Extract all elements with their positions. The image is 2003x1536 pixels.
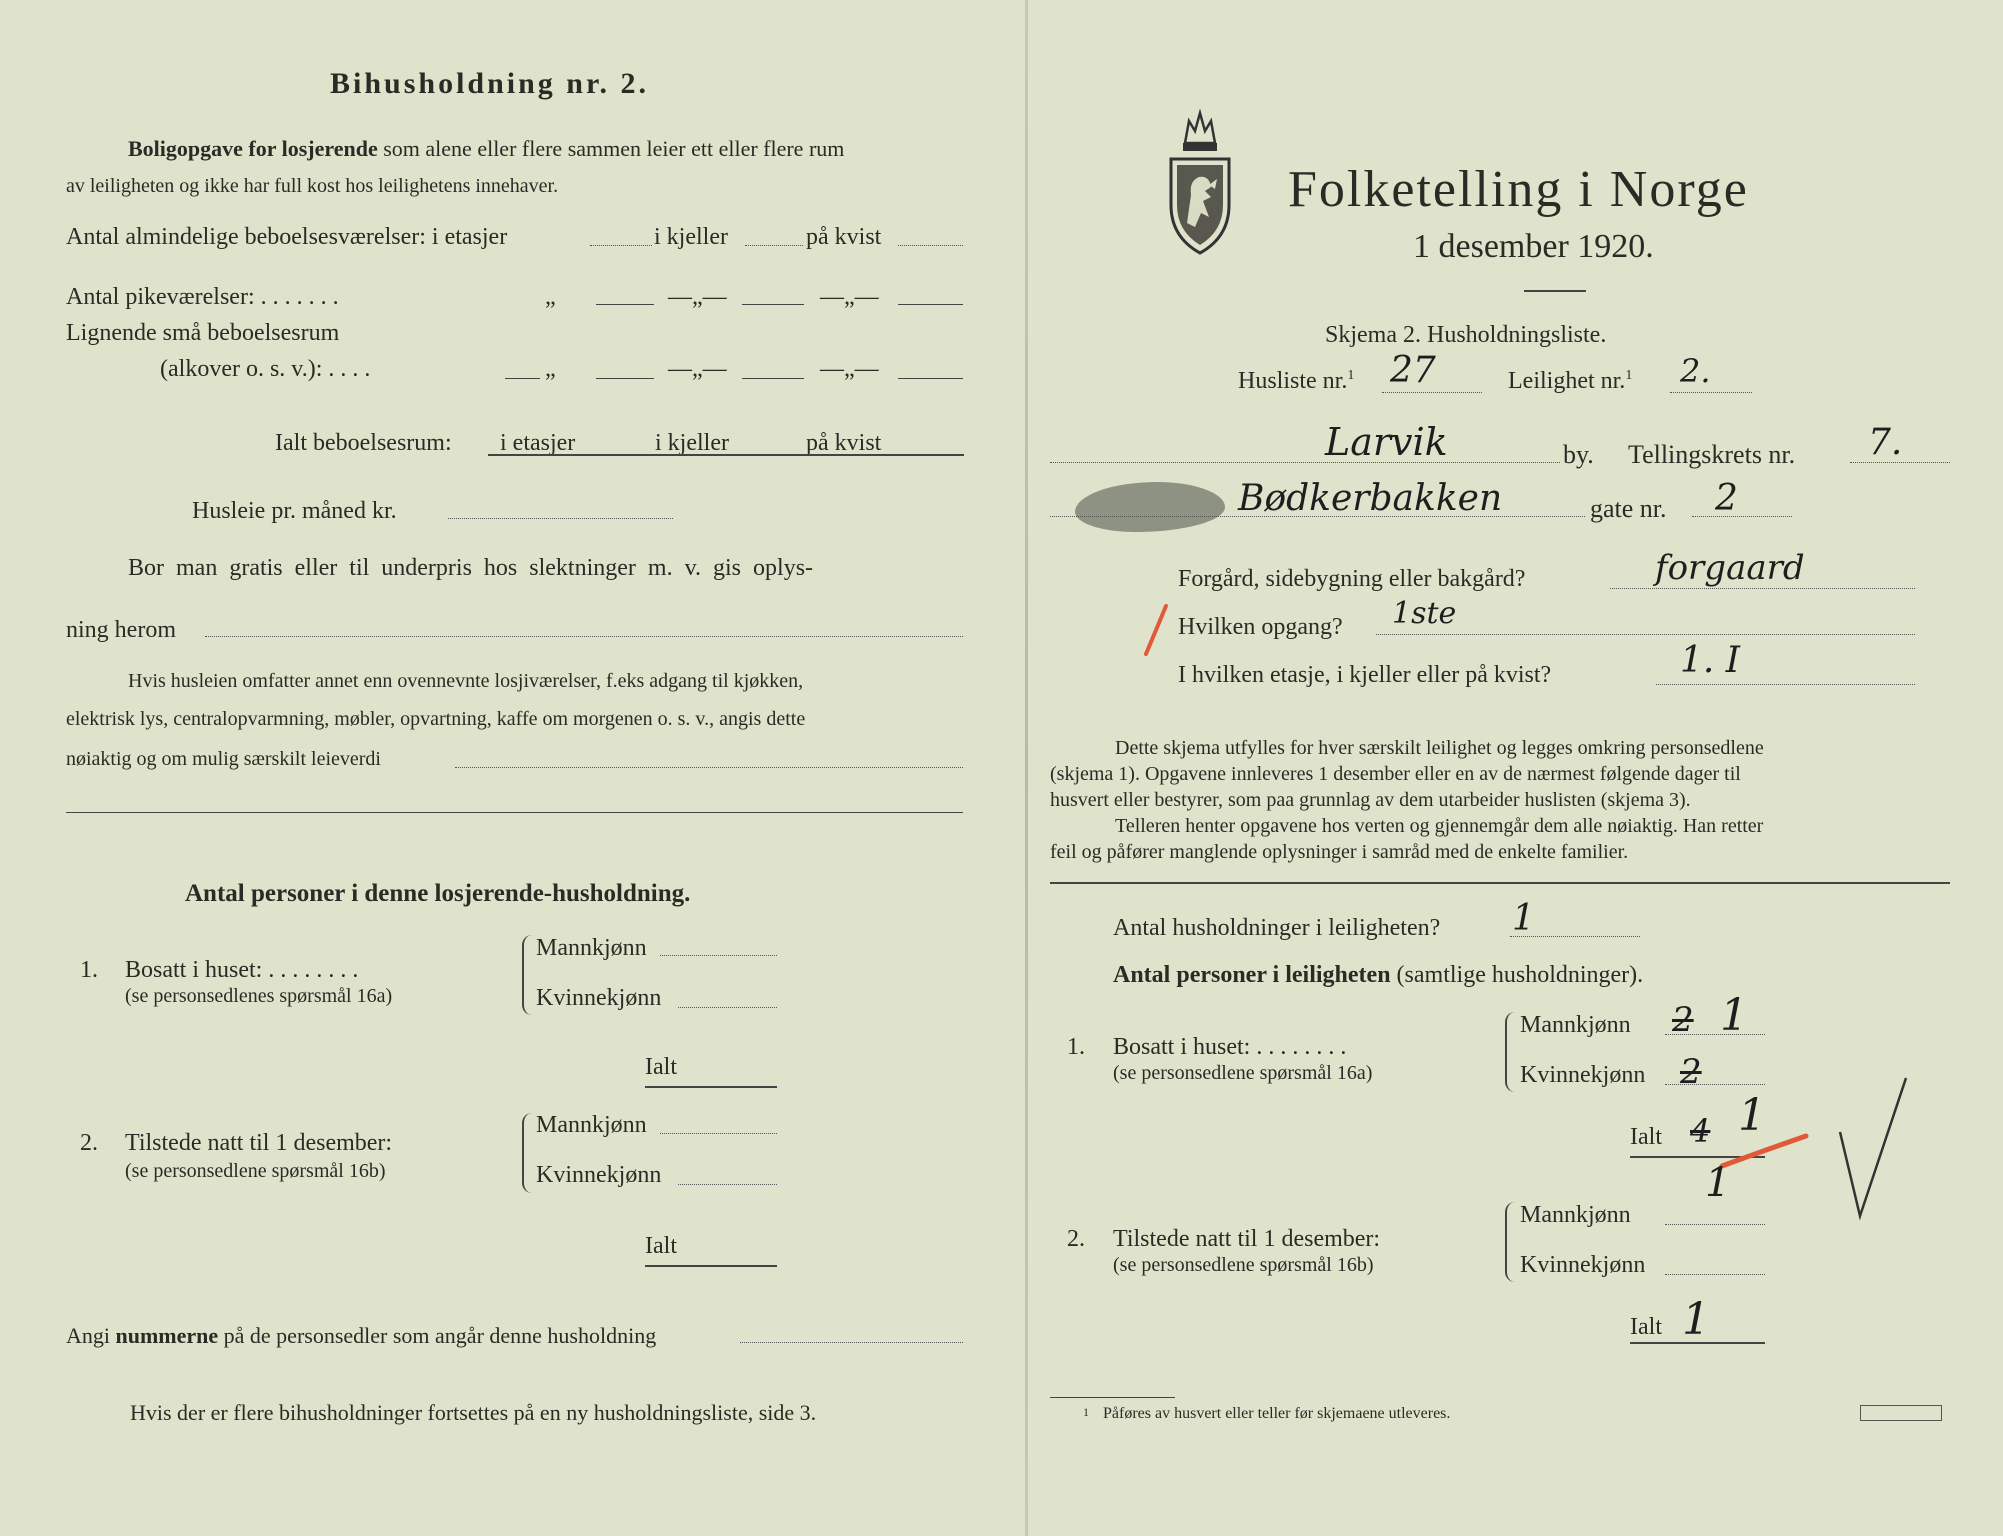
left-q1-brace [522,935,536,1015]
rooms-kvist-label: på kvist [806,224,882,250]
right-q1-mann: Mannkjønn [1520,1012,1631,1038]
tellingskrets-label: Tellingskrets nr. [1628,440,1796,469]
ialt-rooms-underline [488,454,964,456]
pike-field-2 [742,304,804,305]
right-q1-brace [1505,1012,1519,1092]
alkover-field-0 [505,378,540,379]
leilighet-text: Leilighet nr. [1508,368,1626,394]
angi-pre: Angi [66,1323,110,1348]
instr-line3: husvert eller bestyrer, som paa grunnlag av dem utarbeider huslisten (skjema 3). [1050,789,1691,811]
ialt-kvist-label: på kvist [806,430,882,456]
right-q1-sub: (se personsedlene spørsmål 16a) [1113,1062,1373,1084]
left-q2-mann: Mannkjønn [536,1112,647,1138]
rooms-etasjer-field [590,245,652,246]
hvis-line3: nøiaktig og om mulig særskilt leieverdi [66,748,381,770]
krets-value: 7. [1868,422,1903,463]
bor-line2: ning herom [66,617,176,643]
alkover-field-1 [596,378,654,379]
husleie-label: Husleie pr. måned kr. [192,498,397,524]
city-field [1050,462,1560,463]
right-q2-ialt: Ialt [1630,1314,1662,1340]
schema-label: Skjema 2. Husholdningsliste. [1325,322,1607,348]
bor-field [205,636,963,637]
left-q1-kvinne: Kvinnekjønn [536,985,662,1011]
right-persons-bold: Antal personer i leiligheten [1113,962,1391,988]
forgard-field [1610,588,1915,589]
left-q1-mann-field [660,955,777,956]
ialt-kjeller-label: i kjeller [655,430,729,456]
left-q2-mann-field [660,1133,777,1134]
angi-field [740,1342,963,1343]
instructions-rule [1050,882,1950,884]
pike-label: Antal pikeværelser: . . . . . . . [66,284,339,310]
intro-rest: som alene eller flere sammen leier ett eller flere rum [383,136,845,161]
husliste-label [1238,368,1354,395]
right-q1-ialt: Ialt [1630,1124,1662,1150]
husliste-text: Husliste nr. [1238,368,1348,394]
angi-bold: nummerne [115,1323,219,1348]
instr-line4: Telleren henter opgavene hos verten og gjennemgår dem alle nøiaktig. Han retter [1115,815,1764,837]
printer-stamp [1860,1405,1942,1421]
left-intro-line2: av leiligheten og ikke har full kost hos leilighetens innehaver. [66,175,559,197]
right-q1-mann-value: 1 [1720,990,1748,1041]
pike-field-3 [898,304,963,305]
etasje-field [1656,684,1915,685]
city-value: Larvik [1325,420,1448,464]
left-footer: Hvis der er flere bihusholdninger fortsettes på en ny husholdningsliste, side 3. [130,1400,817,1425]
lignende-label: Lignende små beboelsesrum [66,320,340,346]
left-q1-label: Bosatt i huset: . . . . . . . . [125,957,359,983]
leilighet-label [1508,368,1632,395]
pike-field-1 [596,304,654,305]
coat-of-arms-icon [1165,105,1235,257]
right-q1-label: Bosatt i huset: . . . . . . . . [1113,1034,1347,1060]
pike-ditto-3: —„— [820,284,879,310]
husleie-field [448,518,673,519]
right-q2-ialt-value: 1 [1682,1294,1710,1345]
left-q2-kvinne-field [678,1184,777,1185]
gate-label: gate nr. [1590,494,1667,523]
instr-line2: (skjema 1). Opgavene innleveres 1 desember eller en av de nærmest følgende dager til [1050,763,1741,785]
right-q2-brace [1505,1202,1519,1282]
etasje-value: 1. I [1680,640,1741,681]
leieverdi-field [455,767,963,768]
right-title: Folketelling i Norge [1288,161,1749,218]
right-q1-ialt-struck: 4 [1690,1112,1711,1150]
instr-line1: Dette skjema utfylles for hver særskilt leilighet og legges omkring personsedlene [1115,737,1764,759]
gate-nr-value: 2 [1715,478,1738,519]
title-rule [1524,290,1586,292]
forgard-label: Forgård, sidebygning eller bakgård? [1178,566,1526,592]
left-title: Bihusholdning nr. 2. [330,67,650,100]
leieverdi-line2 [66,812,963,813]
left-q2-sub: (se personsedlene spørsmål 16b) [125,1160,386,1182]
husliste-field [1382,392,1482,393]
gate-nr-field [1692,516,1792,517]
right-q2-kvinne-field [1665,1274,1765,1275]
bor-line1: Bor man gratis eller til underpris hos slektninger m. v. gis oplys- [128,555,814,581]
opgang-value: 1ste [1392,596,1457,631]
rooms-kjeller-field [745,245,803,246]
alkover-field-3 [898,378,963,379]
by-label: by. [1563,440,1594,469]
hush-value: 1 [1512,898,1535,939]
leilighet-sup: 1 [1625,368,1633,383]
right-q2-kvinne: Kvinnekjønn [1520,1252,1646,1278]
footnote-mark: 1 [1083,1405,1089,1419]
left-q1-sub: (se personsedlenes spørsmål 16a) [125,985,393,1007]
left-q1-ialt: Ialt [645,1054,677,1080]
footnote-rule [1050,1397,1175,1398]
right-persons-line [1113,962,1643,989]
left-q2-label: Tilstede natt til 1 desember: [125,1130,393,1156]
pike-ditto-1: „ [545,284,556,310]
husliste-sup: 1 [1347,368,1355,383]
left-q1-mann: Mannkjønn [536,935,647,961]
rooms-label: Antal almindelige beboelsesværelser: i etasjer [66,224,508,250]
etasje-label: I hvilken etasje, i kjeller eller på kvist? [1178,662,1552,688]
ink-blot [1075,482,1225,532]
alkover-field-2 [742,378,804,379]
ialt-rooms-label: Ialt beboelsesrum: [275,430,452,456]
left-q2-brace [522,1113,536,1193]
angi-line [66,1323,656,1349]
right-q2-mann-value: 1 [1705,1160,1731,1206]
alkover-label: (alkover o. s. v.): . . . . [160,356,371,382]
right-q2-mann-field [1665,1224,1765,1225]
street-value: Bødkerbakken [1238,478,1503,519]
footnote-text: Påføres av husvert eller teller før skjemaene utleveres. [1103,1405,1451,1422]
left-q2-ialt: Ialt [645,1233,677,1259]
right-q2-sub: (se personsedlene spørsmål 16b) [1113,1254,1374,1276]
rooms-kjeller-label: i kjeller [654,224,728,250]
alkover-ditto-3: —„— [820,356,879,382]
alkover-ditto-2: —„— [668,356,727,382]
angi-rest: på de personsedler som angår denne husholdning [223,1323,657,1348]
left-persons-heading: Antal personer i denne losjerende-husholdning. [185,880,691,907]
left-q2-kvinne: Kvinnekjønn [536,1162,662,1188]
right-persons-rest: (samtlige husholdninger). [1396,962,1644,988]
left-q1-kvinne-field [678,1007,777,1008]
right-q1-kvinne: Kvinnekjønn [1520,1062,1646,1088]
right-q1-kvinne-struck: 2 [1680,1052,1702,1092]
opgang-field [1376,634,1915,635]
leilighet-field [1670,392,1752,393]
hush-label: Antal husholdninger i leiligheten? [1113,915,1441,941]
pike-ditto-2: —„— [668,284,727,310]
red-pencil-tick-icon [1140,602,1170,658]
left-q2-ialt-field [645,1265,777,1267]
left-intro-line1 [128,136,844,162]
correction-marks-icon [1710,1076,1910,1226]
ialt-etasjer-label: i etasjer [500,430,576,456]
intro-bold: Boligopgave for losjerende [128,136,378,161]
right-q2-label: Tilstede natt til 1 desember: [1113,1226,1381,1252]
left-q2-num: 2. [80,1130,98,1156]
alkover-ditto-1: „ [545,356,556,382]
left-q1-num: 1. [80,957,98,983]
right-q1-num: 1. [1067,1034,1085,1060]
right-q1-ialt-value: 1 [1738,1090,1766,1141]
rooms-kvist-field [898,245,963,246]
right-q2-num: 2. [1067,1226,1085,1252]
forgard-value: forgaard [1655,548,1805,588]
hvis-line2: elektrisk lys, centralopvarmning, møbler, opvartning, kaffe om morgenen o. s. v., angis dette [66,708,806,730]
opgang-label: Hvilken opgang? [1178,614,1343,640]
husliste-value: 27 [1390,350,1436,391]
census-date: 1 desember 1920. [1413,228,1654,265]
hvis-line1: Hvis husleien omfatter annet enn ovennevnte losjiværelser, f.eks adgang til kjøkken, [128,670,804,692]
right-q2-mann: Mannkjønn [1520,1202,1631,1228]
leilighet-value: 2. [1680,352,1711,390]
left-q1-ialt-field [645,1086,777,1088]
right-q1-mann-struck: 2 [1672,1000,1694,1040]
instr-line5: feil og påfører manglende oplysninger i samråd med de enkelte familier. [1050,841,1629,863]
